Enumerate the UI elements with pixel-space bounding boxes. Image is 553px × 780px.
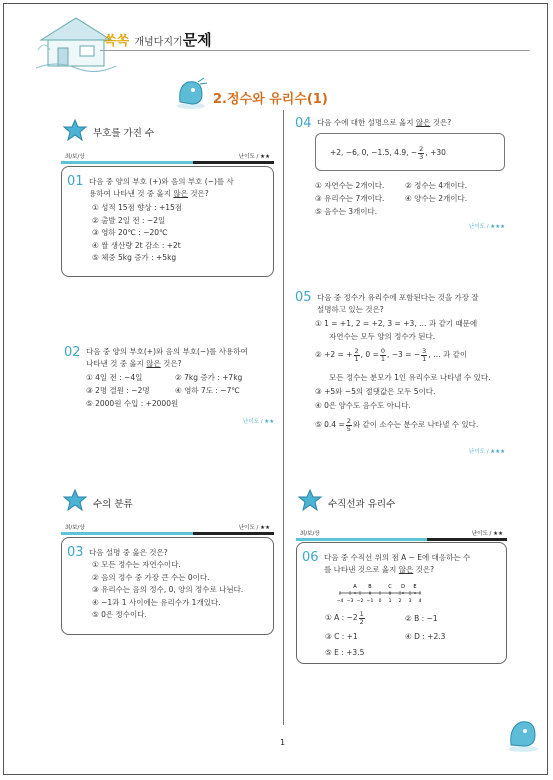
fraction-denominator: 3 xyxy=(419,153,424,161)
brand-word-1: 쏙 xyxy=(104,34,117,49)
option[interactable]: ④ D : +2.3 xyxy=(405,632,446,641)
point-label: A xyxy=(353,584,357,590)
option[interactable] xyxy=(325,611,366,626)
fraction-denominator: 2 xyxy=(359,618,364,626)
character-icon xyxy=(172,76,210,110)
page-number: 1 xyxy=(280,738,286,747)
fraction xyxy=(354,348,360,363)
option[interactable]: ④ 영하 7도 : −7℃ xyxy=(175,386,240,395)
tick-label: −2 xyxy=(356,599,364,604)
column-divider xyxy=(283,110,284,725)
number-list-a: +2, −6, 0, −1.5, 4.9, − xyxy=(330,148,418,158)
star-icon xyxy=(62,489,88,511)
brand-word-2: 쏙 xyxy=(116,34,130,49)
option[interactable]: ① 4일 전 : −4일 xyxy=(86,373,143,382)
difficulty-label: 난이도 / ★★★ xyxy=(469,449,506,455)
option[interactable]: ⑤ E : +3.5 xyxy=(325,648,365,657)
question-text-b: 것은? xyxy=(160,359,182,368)
option[interactable]: ⑤ 음수는 3개이다. xyxy=(315,207,378,216)
option[interactable]: ③ 유리수는 7개이다. xyxy=(315,194,385,203)
tick-label: 2 xyxy=(398,599,402,604)
fraction xyxy=(380,348,386,363)
option[interactable]: ③ +5와 −5의 절댓값은 모두 5이다. xyxy=(315,387,436,396)
option[interactable]: ③ 유리수는 음의 정수, 0, 양의 정수로 나뉜다. xyxy=(92,585,244,594)
tick-label: 4 xyxy=(418,599,422,604)
question-text-a: 용하여 나타낸 것 중 옳지 xyxy=(89,189,174,198)
fraction-denominator: 1 xyxy=(422,355,427,363)
number-list xyxy=(330,146,446,161)
question-text-b: 것은? xyxy=(430,118,452,127)
option-text: , 0 = xyxy=(360,350,379,360)
tag-difficulty: 난이도 / ★★ xyxy=(238,154,270,160)
option[interactable]: ⑤ 0은 정수이다. xyxy=(92,610,147,619)
option[interactable]: ④ −1과 1 사이에는 유리수가 1개있다. xyxy=(92,597,221,607)
question-line xyxy=(89,188,234,200)
tick-label: −4 xyxy=(337,599,344,604)
tick-label: −1 xyxy=(366,599,374,604)
fraction-denominator: 1 xyxy=(354,355,359,363)
number-box xyxy=(315,133,505,171)
fraction xyxy=(359,611,365,626)
section-title-signed-numbers: 부호를 가진 수 xyxy=(93,128,155,139)
fraction xyxy=(418,146,424,161)
option[interactable]: ② B : −1 xyxy=(405,614,438,623)
question-number: 03 xyxy=(67,545,84,560)
number-list-b: , +30 xyxy=(425,148,446,158)
tag-difficulty: 난이도 / ★★ xyxy=(471,531,503,537)
question-underline: 않은 xyxy=(146,359,161,368)
question-number: 01 xyxy=(67,174,84,189)
fraction-numerator: 3 xyxy=(422,347,427,355)
question-text xyxy=(89,176,234,200)
question-box-01 xyxy=(61,166,274,277)
question-line xyxy=(86,358,276,370)
star-icon xyxy=(297,489,323,511)
tick-label: 3 xyxy=(408,599,412,604)
question-text-a: 를 나타낸 것으로 옳지 xyxy=(324,565,399,574)
point-label: D xyxy=(401,584,405,590)
question-number: 02 xyxy=(64,345,81,360)
tag-bar xyxy=(61,153,274,164)
question-box-03 xyxy=(61,537,274,635)
option[interactable]: ② 음의 정수 중 가장 큰 수는 0이다. xyxy=(92,572,210,582)
fraction-numerator: 2 xyxy=(354,347,359,355)
question-text-a: 다음 수에 대한 설명으로 옳지 xyxy=(317,118,416,127)
number-line-points xyxy=(353,584,416,594)
option[interactable] xyxy=(315,418,478,433)
option-text: 와 같이 소수는 분수로 나타낼 수 있다. xyxy=(352,420,479,430)
tag-accent xyxy=(61,532,193,535)
question-line xyxy=(324,564,470,576)
option[interactable]: ② 출발 2일 전 : −2일 xyxy=(92,215,166,225)
question-text: 다음 설명 중 옳은 것은? xyxy=(89,548,168,557)
tag-level: 최/보/상 xyxy=(300,531,320,537)
option[interactable]: ① 성적 15점 향상 : +15점 xyxy=(92,203,183,212)
option-text: , −3 = − xyxy=(387,350,421,360)
question-line: 다음 중 정수가 유리수에 포함된다는 것을 가장 잘 xyxy=(317,293,479,302)
question-number: 06 xyxy=(302,550,319,565)
option-text: ② +2 = + xyxy=(315,350,353,360)
point-mark xyxy=(414,592,416,594)
option[interactable]: ① 1 = +1, 2 = +2, 3 = +3, … 과 같기 때문에 xyxy=(315,319,478,328)
option[interactable]: ③ 영하 20℃ : −20℃ xyxy=(92,228,168,237)
question-text-a: 나타낸 것 중 옳지 xyxy=(86,359,147,368)
fraction xyxy=(421,348,427,363)
option-text: ① A : −2 xyxy=(325,613,358,623)
question-number: 04 xyxy=(295,116,312,131)
star-icon xyxy=(62,119,88,141)
option[interactable]: ④ 양수는 2개이다. xyxy=(405,194,468,203)
header-main-title: 문제 xyxy=(182,31,212,49)
tag-accent xyxy=(61,161,193,164)
point-label: C xyxy=(388,584,392,590)
option[interactable]: ③ 2명 결원 : −2명 xyxy=(86,386,150,395)
tag-level: 최/보/상 xyxy=(65,525,85,531)
question-text xyxy=(317,292,479,316)
tick-label: −3 xyxy=(346,599,354,604)
question-text-b: 것은? xyxy=(187,189,209,198)
option-continued: 모든 정수는 분모가 1인 유리수로 나타낼 수 있다. xyxy=(329,373,491,382)
tag-difficulty: 난이도 / ★★ xyxy=(238,525,270,531)
option[interactable]: ⑤ 체중 5kg 증가 : +5kg xyxy=(92,253,177,262)
option[interactable]: ④ 쌀 생산량 2t 감소 : +2t xyxy=(92,240,181,250)
section-title-number-line: 수직선과 유리수 xyxy=(328,499,396,510)
point-mark xyxy=(369,592,371,594)
question-text xyxy=(324,552,470,576)
fraction xyxy=(346,418,352,433)
point-label: E xyxy=(413,584,417,590)
fraction-denominator: 5 xyxy=(346,425,351,433)
option-list xyxy=(92,202,182,265)
tag-bar xyxy=(61,524,274,535)
fraction-numerator: 1 xyxy=(359,610,364,618)
question-line: 다음 중 양의 부호(+)와 음의 부호(−)를 사용하여 xyxy=(86,347,248,356)
point-mark xyxy=(402,592,404,594)
fraction-denominator: 1 xyxy=(380,355,385,363)
question-text-b: 것은? xyxy=(413,565,435,574)
point-label: B xyxy=(368,584,372,590)
section-title-classification: 수의 분류 xyxy=(93,499,133,510)
option-text: , … 과 같이 xyxy=(428,350,468,360)
question-underline: 않은 xyxy=(415,118,431,127)
question-line: 다음 중 양의 부호 (+)와 음의 부호 (−)를 사 xyxy=(89,177,234,186)
header-subtitle: 개념다지기 xyxy=(134,37,183,48)
fraction-numerator: 0 xyxy=(380,347,385,355)
option-text: ⑤ 0.4 = xyxy=(315,420,345,430)
question-text xyxy=(317,117,451,129)
question-number: 05 xyxy=(295,290,312,305)
header-rule xyxy=(100,50,530,51)
chapter-title: 2.정수와 유리수(1) xyxy=(213,92,328,107)
tag-bar xyxy=(296,530,507,541)
question-underline: 않은 xyxy=(173,189,188,198)
question-line: 다음 중 수직선 위의 점 A ~ E에 대응하는 수 xyxy=(324,553,471,562)
option[interactable]: ③ C : +1 xyxy=(325,632,358,641)
option[interactable]: ⑤ 2000원 수입 : +2000원 xyxy=(86,399,179,408)
question-box-06 xyxy=(296,542,507,664)
option[interactable]: ② 정수는 4개이다. xyxy=(405,181,468,190)
fraction-numerator: 2 xyxy=(346,417,351,425)
tag-accent xyxy=(296,538,427,541)
tick-label: 1 xyxy=(388,599,392,604)
option[interactable]: ④ 0은 양수도 음수도 아니다. xyxy=(315,401,411,410)
character-icon xyxy=(503,713,543,753)
point-mark xyxy=(389,592,391,594)
option[interactable]: ① 모든 정수는 자연수이다. xyxy=(92,560,181,569)
fraction-numerator: 2 xyxy=(419,145,424,153)
tag-level: 최/보/상 xyxy=(65,154,85,160)
number-line xyxy=(337,581,423,605)
option-continued: 자연수는 모두 양의 정수가 된다. xyxy=(329,332,436,341)
option[interactable] xyxy=(315,348,467,363)
option[interactable]: ① 자연수는 2개이다. xyxy=(315,181,385,190)
difficulty-label: 난이도 / ★★ xyxy=(243,419,275,425)
header-title xyxy=(104,29,212,50)
question-line: 설명하고 있는 것은? xyxy=(317,305,384,314)
tick-label: 0 xyxy=(378,599,382,604)
point-mark xyxy=(354,592,356,594)
question-underline: 않은 xyxy=(398,565,414,574)
difficulty-label: 난이도 / ★★★ xyxy=(469,224,506,230)
option[interactable]: ② 7kg 증가 : +7kg xyxy=(175,373,243,382)
option-list xyxy=(92,559,243,622)
question-text xyxy=(86,346,276,370)
